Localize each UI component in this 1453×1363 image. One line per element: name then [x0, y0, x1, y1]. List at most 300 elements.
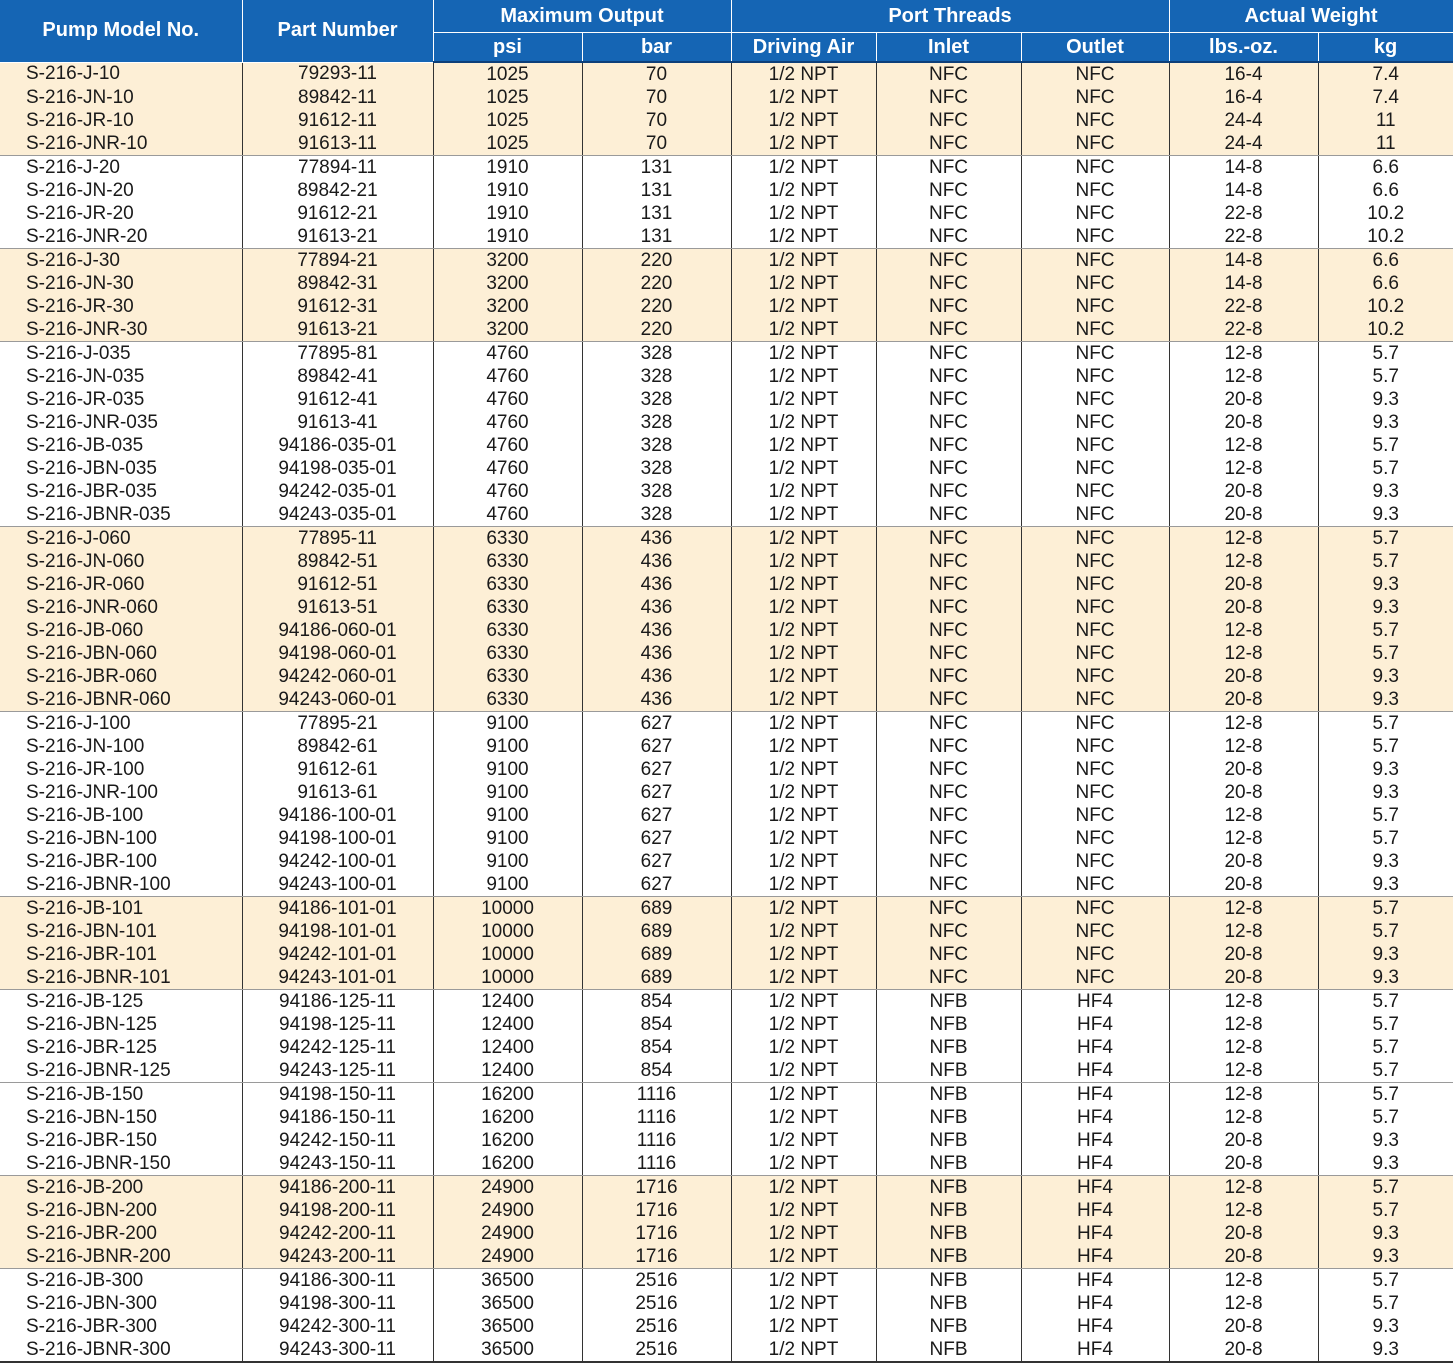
cell-pump-model: S-216-JBR-300 [0, 1315, 242, 1338]
cell-bar: 627 [582, 712, 731, 736]
cell-driving-air: 1/2 NPT [731, 109, 876, 132]
cell-lbs-oz: 20-8 [1169, 503, 1318, 527]
cell-driving-air: 1/2 NPT [731, 1036, 876, 1059]
cell-bar: 436 [582, 642, 731, 665]
cell-psi: 10000 [433, 966, 582, 990]
cell-psi: 4760 [433, 457, 582, 480]
cell-bar: 2516 [582, 1338, 731, 1362]
cell-lbs-oz: 12-8 [1169, 712, 1318, 736]
cell-lbs-oz: 20-8 [1169, 1152, 1318, 1176]
cell-lbs-oz: 20-8 [1169, 1338, 1318, 1362]
cell-part-number: 94242-101-01 [242, 943, 433, 966]
cell-kg: 9.3 [1372, 480, 1399, 502]
cell-driving-air: 1/2 NPT [731, 249, 876, 273]
table-row [0, 781, 1453, 804]
cell-psi: 1910 [433, 202, 582, 225]
cell-inlet: NFC [876, 457, 1021, 480]
cell-lbs-oz: 12-8 [1169, 1083, 1318, 1107]
cell-pump-model: S-216-JBN-100 [0, 827, 242, 850]
cell-inlet: NFC [876, 388, 1021, 411]
cell-bar: 854 [582, 990, 731, 1014]
cell-kg: 9.3 [1372, 1315, 1399, 1337]
cell-driving-air: 1/2 NPT [731, 827, 876, 850]
cell-outlet: NFC [1021, 550, 1169, 573]
cell-lbs-oz: 20-8 [1169, 850, 1318, 873]
table-row [0, 758, 1453, 781]
cell-driving-air: 1/2 NPT [731, 457, 876, 480]
cell-psi: 1025 [433, 132, 582, 156]
cell-pump-model: S-216-JB-100 [0, 804, 242, 827]
cell-outlet: NFC [1021, 411, 1169, 434]
cell-part-number: 94186-200-11 [242, 1176, 433, 1200]
table-row [0, 966, 1453, 990]
cell-part-number: 79293-11 [242, 62, 433, 86]
cell-bar: 436 [582, 619, 731, 642]
cell-psi: 36500 [433, 1338, 582, 1362]
cell-kg: 9.3 [1318, 596, 1453, 619]
cell-outlet: HF4 [1021, 1176, 1169, 1200]
header-port-threads: Port Threads [731, 0, 1169, 33]
cell-part-number: 94186-060-01 [242, 619, 433, 642]
cell-part-number: 91612-31 [242, 295, 433, 318]
cell-inlet: NFC [876, 249, 1021, 273]
header-driving-air: Driving Air [731, 33, 876, 63]
table-row [0, 295, 1453, 318]
cell-pump-model: S-216-J-30 [0, 249, 242, 273]
header-psi: psi [433, 33, 582, 63]
table-row [0, 1013, 1453, 1036]
table-row [0, 550, 1453, 573]
cell-kg: 5.7 [1318, 1176, 1453, 1200]
header-outlet: Outlet [1021, 33, 1169, 63]
cell-driving-air: 1/2 NPT [731, 225, 876, 249]
cell-lbs-oz: 12-8 [1169, 457, 1318, 480]
cell-inlet: NFB [876, 1315, 1021, 1338]
cell-part-number: 94243-100-01 [242, 873, 433, 897]
cell-kg: 5.7 [1318, 897, 1453, 921]
cell-pump-model: S-216-JN-100 [0, 735, 242, 758]
cell-outlet: NFC [1021, 665, 1169, 688]
cell-driving-air: 1/2 NPT [731, 503, 876, 527]
cell-pump-model: S-216-JBNR-101 [0, 966, 242, 990]
cell-inlet: NFC [876, 665, 1021, 688]
cell-bar: 627 [582, 850, 731, 873]
cell-part-number: 91612-11 [242, 109, 433, 132]
cell-inlet: NFC [876, 109, 1021, 132]
cell-outlet: NFC [1021, 804, 1169, 827]
header-kg: kg [1318, 33, 1453, 63]
cell-pump-model: S-216-JBR-100 [0, 850, 242, 873]
cell-driving-air: 1/2 NPT [731, 411, 876, 434]
cell-kg: 9.3 [1318, 1338, 1453, 1362]
cell-kg: 11 [1318, 132, 1453, 156]
cell-part-number: 91613-41 [242, 411, 433, 434]
cell-psi: 9100 [433, 735, 582, 758]
cell-kg: 5.7 [1372, 342, 1399, 364]
cell-pump-model: S-216-JR-035 [0, 388, 242, 411]
cell-lbs-oz: 20-8 [1169, 573, 1318, 596]
cell-kg: 5.7 [1372, 827, 1399, 849]
cell-pump-model: S-216-J-060 [0, 527, 242, 551]
cell-kg: 10.2 [1318, 318, 1453, 342]
cell-kg: 5.7 [1372, 990, 1399, 1012]
cell-part-number: 91613-11 [242, 132, 433, 156]
cell-kg: 5.7 [1372, 1036, 1399, 1058]
cell-lbs-oz: 12-8 [1169, 804, 1318, 827]
cell-psi: 6330 [433, 665, 582, 688]
table-row [0, 1245, 1453, 1269]
table-row [0, 1083, 1453, 1107]
cell-lbs-oz: 16-4 [1169, 86, 1318, 109]
cell-bar: 627 [582, 873, 731, 897]
cell-inlet: NFC [876, 503, 1021, 527]
cell-bar: 689 [582, 897, 731, 921]
cell-psi: 6330 [433, 596, 582, 619]
cell-pump-model: S-216-JNR-20 [0, 225, 242, 249]
cell-lbs-oz: 12-8 [1169, 1013, 1318, 1036]
cell-psi: 12400 [433, 1036, 582, 1059]
cell-pump-model: S-216-JB-150 [0, 1083, 242, 1107]
table-row [0, 457, 1453, 480]
header-inlet: Inlet [876, 33, 1021, 63]
cell-outlet: NFC [1021, 758, 1169, 781]
cell-kg: 10.2 [1367, 202, 1405, 224]
cell-lbs-oz: 12-8 [1169, 527, 1318, 551]
cell-kg: 9.3 [1372, 1129, 1399, 1151]
cell-lbs-oz: 20-8 [1169, 1245, 1318, 1269]
cell-bar: 131 [582, 225, 731, 249]
cell-bar: 220 [582, 318, 731, 342]
cell-part-number: 89842-41 [242, 365, 433, 388]
cell-part-number: 77894-21 [242, 249, 433, 273]
cell-part-number: 94243-200-11 [242, 1245, 433, 1269]
cell-psi: 9100 [433, 850, 582, 873]
cell-driving-air: 1/2 NPT [731, 804, 876, 827]
cell-pump-model: S-216-JBN-125 [0, 1013, 242, 1036]
cell-driving-air: 1/2 NPT [731, 665, 876, 688]
cell-psi: 1910 [433, 179, 582, 202]
cell-driving-air: 1/2 NPT [731, 1129, 876, 1152]
cell-psi: 36500 [433, 1269, 582, 1293]
cell-lbs-oz: 12-8 [1169, 1176, 1318, 1200]
table-row [0, 62, 1453, 86]
cell-inlet: NFC [876, 156, 1021, 180]
cell-driving-air: 1/2 NPT [731, 758, 876, 781]
table-row [0, 1338, 1453, 1362]
table-row [0, 365, 1453, 388]
cell-driving-air: 1/2 NPT [731, 1059, 876, 1083]
cell-pump-model: S-216-J-10 [0, 62, 242, 86]
cell-kg: 5.7 [1318, 642, 1453, 665]
cell-pump-model: S-216-JN-10 [0, 86, 242, 109]
cell-psi: 12400 [433, 1059, 582, 1083]
cell-kg: 5.7 [1372, 735, 1399, 757]
cell-outlet: NFC [1021, 109, 1169, 132]
cell-bar: 436 [582, 688, 731, 712]
cell-lbs-oz: 12-8 [1169, 735, 1318, 758]
cell-bar: 1116 [582, 1083, 731, 1107]
cell-lbs-oz: 12-8 [1169, 897, 1318, 921]
cell-inlet: NFC [876, 850, 1021, 873]
cell-kg: 9.3 [1372, 850, 1399, 872]
cell-outlet: NFC [1021, 573, 1169, 596]
cell-psi: 9100 [433, 873, 582, 897]
cell-outlet: NFC [1021, 86, 1169, 109]
cell-part-number: 94198-101-01 [242, 920, 433, 943]
cell-part-number: 91612-21 [242, 202, 433, 225]
table-row [0, 272, 1453, 295]
table-row [0, 179, 1453, 202]
cell-inlet: NFB [876, 1083, 1021, 1107]
cell-part-number: 94242-035-01 [242, 480, 433, 503]
cell-part-number: 94198-150-11 [242, 1083, 433, 1107]
cell-inlet: NFC [876, 619, 1021, 642]
table-row [0, 411, 1453, 434]
cell-pump-model: S-216-JNR-060 [0, 596, 242, 619]
cell-lbs-oz: 20-8 [1169, 758, 1318, 781]
cell-outlet: NFC [1021, 897, 1169, 921]
cell-part-number: 94198-035-01 [242, 457, 433, 480]
cell-part-number: 89842-31 [242, 272, 433, 295]
cell-lbs-oz: 16-4 [1169, 62, 1318, 86]
table-row [0, 920, 1453, 943]
cell-psi: 3200 [433, 318, 582, 342]
cell-psi: 9100 [433, 781, 582, 804]
cell-kg: 10.2 [1318, 225, 1453, 249]
cell-pump-model: S-216-JBN-200 [0, 1199, 242, 1222]
cell-kg: 7.4 [1318, 86, 1453, 109]
cell-psi: 24900 [433, 1222, 582, 1245]
cell-part-number: 94242-125-11 [242, 1036, 433, 1059]
cell-driving-air: 1/2 NPT [731, 897, 876, 921]
cell-psi: 16200 [433, 1152, 582, 1176]
table-row [0, 665, 1453, 688]
cell-part-number: 94198-300-11 [242, 1292, 433, 1315]
cell-bar: 627 [582, 827, 731, 850]
cell-bar: 1716 [582, 1176, 731, 1200]
cell-kg: 5.7 [1372, 365, 1399, 387]
cell-part-number: 94243-060-01 [242, 688, 433, 712]
cell-driving-air: 1/2 NPT [731, 132, 876, 156]
cell-lbs-oz: 14-8 [1169, 249, 1318, 273]
cell-lbs-oz: 12-8 [1169, 920, 1318, 943]
table-row [0, 434, 1453, 457]
cell-inlet: NFC [876, 873, 1021, 897]
cell-pump-model: S-216-JR-20 [0, 202, 242, 225]
cell-psi: 4760 [433, 480, 582, 503]
cell-inlet: NFB [876, 1269, 1021, 1293]
cell-lbs-oz: 24-4 [1169, 132, 1318, 156]
table-row [0, 1059, 1453, 1083]
cell-part-number: 94198-200-11 [242, 1199, 433, 1222]
cell-bar: 220 [582, 272, 731, 295]
cell-lbs-oz: 20-8 [1169, 1315, 1318, 1338]
cell-pump-model: S-216-JNR-035 [0, 411, 242, 434]
cell-kg: 5.7 [1318, 550, 1453, 573]
header-bar: bar [582, 33, 731, 63]
header-part-number: Part Number [242, 0, 433, 62]
cell-lbs-oz: 20-8 [1169, 1222, 1318, 1245]
cell-part-number: 89842-51 [242, 550, 433, 573]
table-row [0, 873, 1453, 897]
cell-inlet: NFC [876, 897, 1021, 921]
cell-driving-air: 1/2 NPT [731, 873, 876, 897]
table-row [0, 1036, 1453, 1059]
cell-outlet: HF4 [1021, 1269, 1169, 1293]
cell-part-number: 94198-060-01 [242, 642, 433, 665]
cell-pump-model: S-216-JNR-10 [0, 132, 242, 156]
cell-bar: 328 [582, 480, 731, 503]
cell-lbs-oz: 12-8 [1169, 1199, 1318, 1222]
cell-pump-model: S-216-JB-035 [0, 434, 242, 457]
cell-part-number: 77895-21 [242, 712, 433, 736]
cell-psi: 4760 [433, 388, 582, 411]
cell-inlet: NFC [876, 202, 1021, 225]
cell-pump-model: S-216-JR-100 [0, 758, 242, 781]
cell-outlet: NFC [1021, 642, 1169, 665]
cell-outlet: HF4 [1021, 1059, 1169, 1083]
cell-psi: 9100 [433, 804, 582, 827]
cell-pump-model: S-216-JBNR-150 [0, 1152, 242, 1176]
cell-psi: 24900 [433, 1176, 582, 1200]
cell-inlet: NFC [876, 781, 1021, 804]
cell-psi: 3200 [433, 272, 582, 295]
cell-lbs-oz: 12-8 [1169, 642, 1318, 665]
cell-pump-model: S-216-JBN-300 [0, 1292, 242, 1315]
cell-driving-air: 1/2 NPT [731, 712, 876, 736]
table-row [0, 202, 1453, 225]
cell-inlet: NFC [876, 735, 1021, 758]
cell-psi: 4760 [433, 503, 582, 527]
cell-driving-air: 1/2 NPT [731, 1152, 876, 1176]
cell-bar: 689 [582, 966, 731, 990]
cell-pump-model: S-216-JBNR-125 [0, 1059, 242, 1083]
cell-kg: 6.6 [1372, 179, 1399, 201]
cell-part-number: 91613-51 [242, 596, 433, 619]
cell-pump-model: S-216-JR-10 [0, 109, 242, 132]
table-row [0, 827, 1453, 850]
cell-bar: 627 [582, 758, 731, 781]
cell-pump-model: S-216-JBR-101 [0, 943, 242, 966]
cell-outlet: NFC [1021, 781, 1169, 804]
cell-bar: 70 [582, 132, 731, 156]
cell-lbs-oz: 14-8 [1169, 156, 1318, 180]
table-row [0, 850, 1453, 873]
cell-driving-air: 1/2 NPT [731, 966, 876, 990]
cell-inlet: NFB [876, 1129, 1021, 1152]
cell-outlet: NFC [1021, 434, 1169, 457]
cell-pump-model: S-216-JN-20 [0, 179, 242, 202]
cell-outlet: NFC [1021, 920, 1169, 943]
cell-outlet: NFC [1021, 132, 1169, 156]
cell-lbs-oz: 12-8 [1169, 1036, 1318, 1059]
table-row [0, 735, 1453, 758]
table-row [0, 990, 1453, 1014]
cell-part-number: 94186-100-01 [242, 804, 433, 827]
cell-outlet: HF4 [1021, 1013, 1169, 1036]
cell-part-number: 94186-150-11 [242, 1106, 433, 1129]
cell-inlet: NFC [876, 318, 1021, 342]
cell-kg: 9.3 [1372, 781, 1399, 803]
cell-pump-model: S-216-JN-060 [0, 550, 242, 573]
cell-kg: 9.3 [1318, 943, 1453, 966]
cell-pump-model: S-216-JR-060 [0, 573, 242, 596]
cell-pump-model: S-216-JBR-060 [0, 665, 242, 688]
cell-driving-air: 1/2 NPT [731, 480, 876, 503]
cell-driving-air: 1/2 NPT [731, 527, 876, 551]
cell-outlet: NFC [1021, 225, 1169, 249]
cell-kg: 7.4 [1318, 62, 1453, 86]
cell-lbs-oz: 20-8 [1169, 411, 1318, 434]
cell-kg: 5.7 [1372, 1106, 1399, 1128]
cell-outlet: NFC [1021, 596, 1169, 619]
cell-lbs-oz: 14-8 [1169, 179, 1318, 202]
cell-psi: 24900 [433, 1199, 582, 1222]
table-row [0, 1152, 1453, 1176]
cell-psi: 3200 [433, 295, 582, 318]
cell-driving-air: 1/2 NPT [731, 1292, 876, 1315]
cell-inlet: NFB [876, 1245, 1021, 1269]
cell-pump-model: S-216-JB-101 [0, 897, 242, 921]
cell-driving-air: 1/2 NPT [731, 550, 876, 573]
cell-outlet: NFC [1021, 527, 1169, 551]
cell-driving-air: 1/2 NPT [731, 272, 876, 295]
cell-inlet: NFC [876, 272, 1021, 295]
cell-outlet: NFC [1021, 179, 1169, 202]
cell-pump-model: S-216-JBNR-300 [0, 1338, 242, 1362]
cell-inlet: NFB [876, 1199, 1021, 1222]
cell-lbs-oz: 20-8 [1169, 688, 1318, 712]
cell-lbs-oz: 20-8 [1169, 388, 1318, 411]
header-actual-weight: Actual Weight [1169, 0, 1453, 33]
cell-lbs-oz: 20-8 [1169, 781, 1318, 804]
cell-driving-air: 1/2 NPT [731, 943, 876, 966]
cell-psi: 6330 [433, 619, 582, 642]
cell-driving-air: 1/2 NPT [731, 86, 876, 109]
cell-driving-air: 1/2 NPT [731, 202, 876, 225]
cell-outlet: HF4 [1021, 1106, 1169, 1129]
cell-lbs-oz: 20-8 [1169, 873, 1318, 897]
cell-driving-air: 1/2 NPT [731, 1013, 876, 1036]
cell-bar: 70 [582, 86, 731, 109]
cell-kg: 5.7 [1372, 1083, 1399, 1105]
table-row [0, 642, 1453, 665]
table-row [0, 318, 1453, 342]
cell-kg: 11 [1318, 109, 1453, 132]
cell-part-number: 91612-61 [242, 758, 433, 781]
cell-pump-model: S-216-JNR-100 [0, 781, 242, 804]
cell-bar: 2516 [582, 1315, 731, 1338]
cell-outlet: NFC [1021, 503, 1169, 527]
cell-psi: 1025 [433, 62, 582, 86]
cell-bar: 220 [582, 295, 731, 318]
table-row [0, 1292, 1453, 1315]
cell-outlet: HF4 [1021, 1036, 1169, 1059]
cell-outlet: NFC [1021, 619, 1169, 642]
cell-psi: 4760 [433, 342, 582, 366]
cell-part-number: 94242-300-11 [242, 1315, 433, 1338]
cell-pump-model: S-216-JBNR-060 [0, 688, 242, 712]
table-row [0, 897, 1453, 921]
cell-part-number: 89842-21 [242, 179, 433, 202]
cell-outlet: HF4 [1021, 1338, 1169, 1362]
cell-psi: 16200 [433, 1106, 582, 1129]
table-row [0, 480, 1453, 503]
cell-bar: 131 [582, 156, 731, 180]
cell-inlet: NFC [876, 712, 1021, 736]
cell-lbs-oz: 20-8 [1169, 665, 1318, 688]
cell-kg: 9.3 [1372, 388, 1399, 410]
